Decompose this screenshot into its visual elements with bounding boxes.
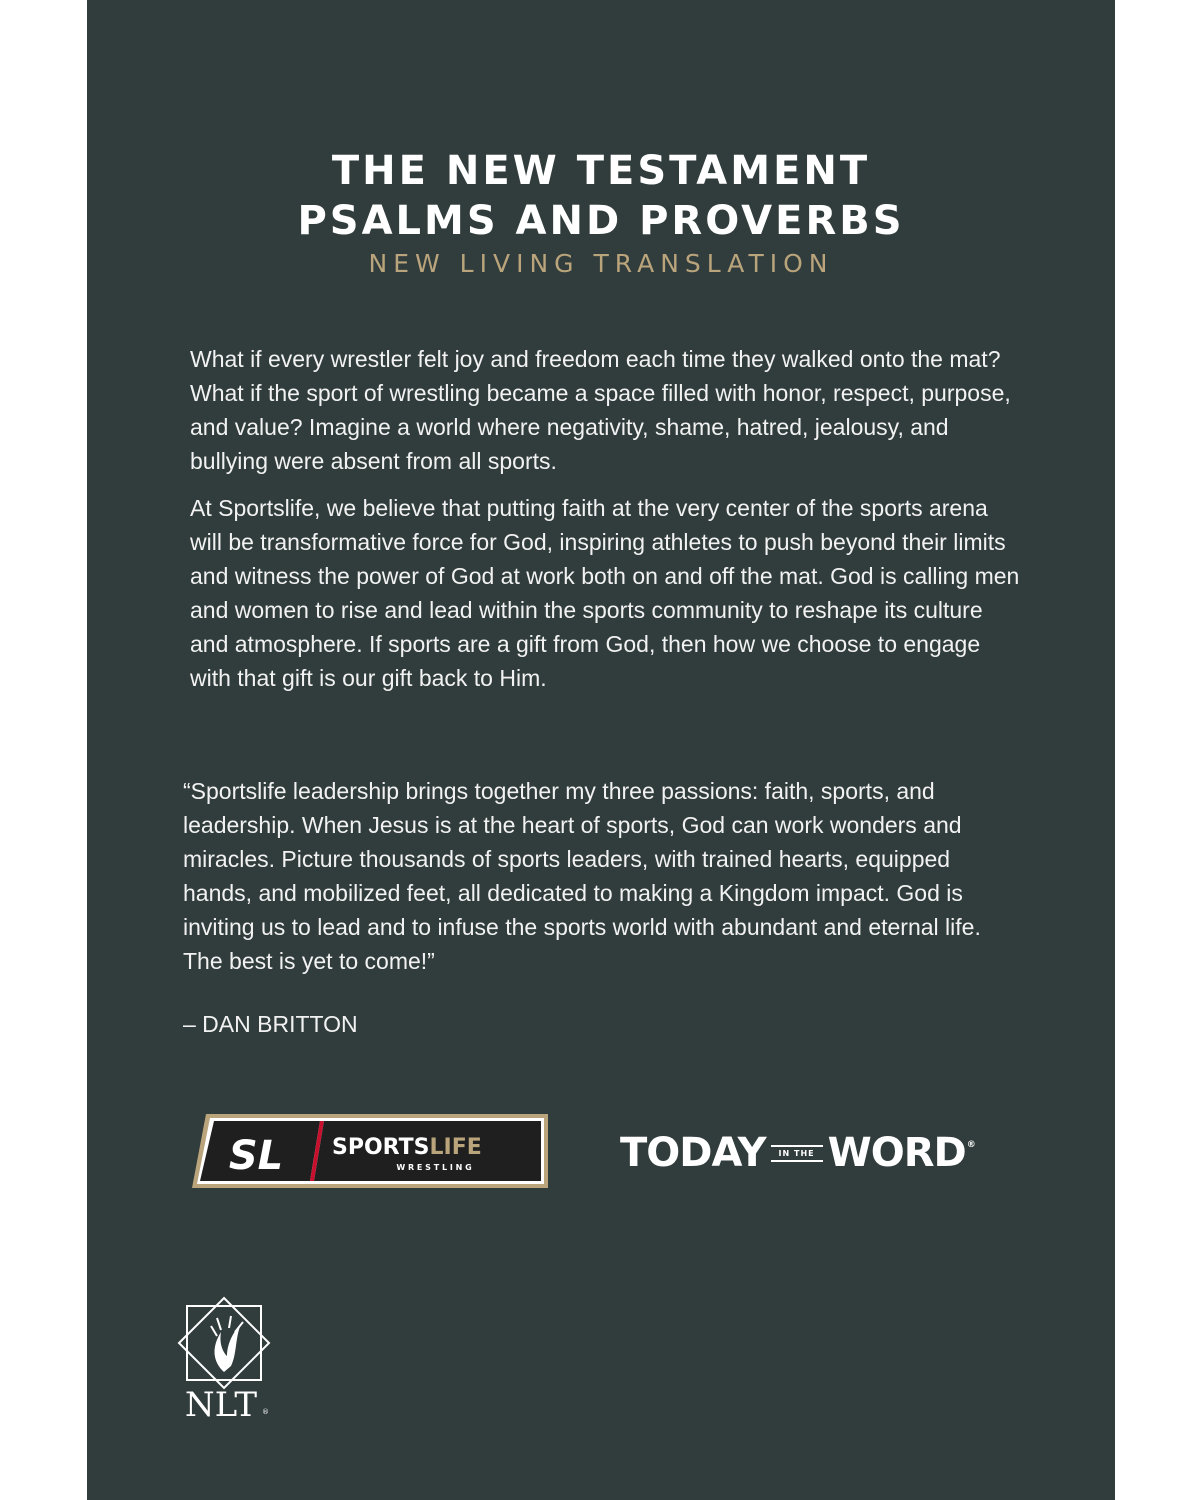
- subtitle: NEW LIVING TRANSLATION: [368, 249, 834, 278]
- logo-word-today: TODAY: [620, 1130, 766, 1176]
- sportslife-tagline: W R E S T L I N G: [396, 1163, 472, 1172]
- title-block: [87, 146, 1115, 280]
- quote: [183, 774, 1013, 978]
- logo-word-word: WORD: [827, 1130, 966, 1176]
- sportslife-wordmark: SPORTSLIFE: [332, 1135, 482, 1160]
- nlt-text: NLT: [184, 1385, 258, 1420]
- registered-mark: ®: [966, 1140, 976, 1150]
- paragraph-2: At Sportslife, we believe that putting faith at the very center of the sports arena will be transformative force for God, inspiring athletes to push beyond their limits and witness the power of God at work both on and off the mat. God is calling men and women to rise and lead within the sports community to reshape its culture and atmosphere. If sports are a gift from God, then how we choose to engage with that gift is our gift back to Him.: [190, 495, 1020, 691]
- paragraph-1: What if every wrestler felt joy and freedom each time they walked onto the mat? What if the sport of wrestling became a space filled with honor, respect, purpose, and value? Imagine a world where negativity, shame, hatred, jealousy, and bullying were absent from all sports.: [190, 346, 1011, 474]
- quote-attribution: – DAN BRITTON: [183, 1011, 358, 1037]
- flame-icon: [211, 1316, 243, 1372]
- quote-text: “Sportslife leadership brings together my three passions: faith, sports, and leadership. When Jesus is at the heart of sports, God can work wonders and miracles. Picture thousands of sports leaders, with trained hearts, equipped hands, and mobilized feet, all dedicated to making a Kingdom impact. God is inviting us to lead and to infuse the sports world with abundant and eternal life. The best is yet to come!”: [183, 778, 981, 974]
- sportslife-logo: [192, 1112, 548, 1190]
- today-in-the-word-logo: [620, 1128, 976, 1178]
- description: [190, 342, 1020, 708]
- book-back-cover: [87, 0, 1115, 1500]
- nlt-logo: [177, 1296, 271, 1420]
- title-line-2: PSALMS AND PROVERBS: [297, 198, 905, 244]
- nlt-registered-mark: ®: [262, 1408, 269, 1416]
- title-line-1: THE NEW TESTAMENT: [331, 148, 871, 194]
- logo-in-the: IN THE: [771, 1143, 823, 1164]
- sportslife-initials: SL: [228, 1133, 284, 1179]
